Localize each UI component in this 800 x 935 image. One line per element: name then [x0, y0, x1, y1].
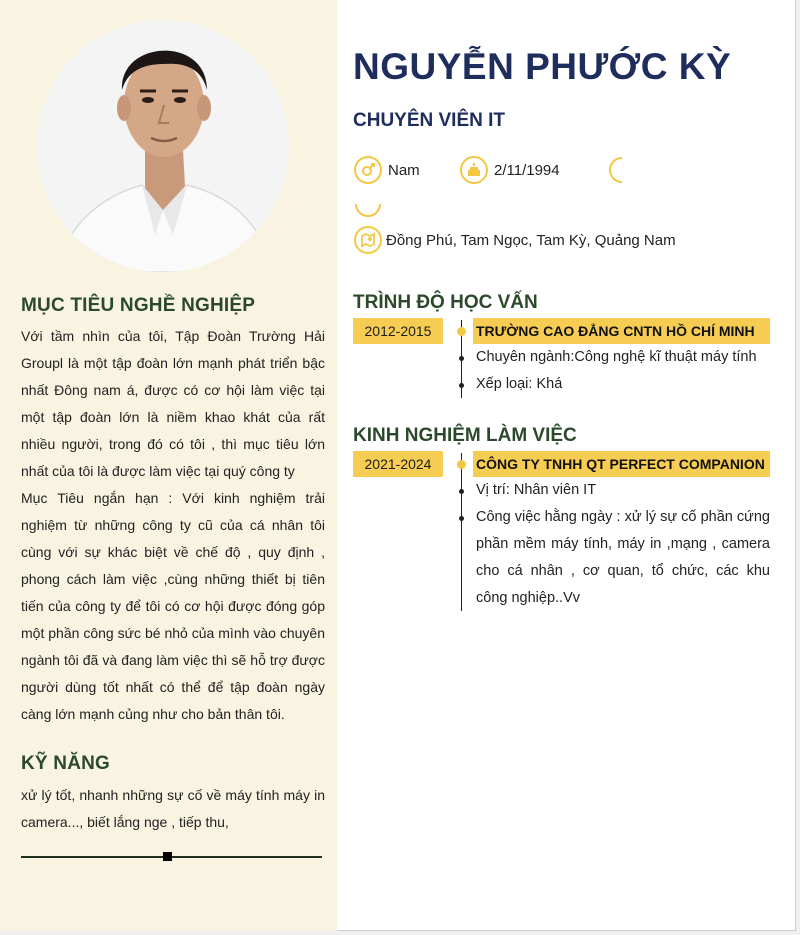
- experience-duties: Công việc hằng ngày : xử lý sự cố phần cứng phần mềm máy tính, máy in ,mạng , camera cho cá nhân , cơ quan, tổ chức, các khu công nghiệp..Vv: [476, 509, 770, 606]
- objective-text: [21, 323, 325, 728]
- education-heading: TRÌNH ĐỘ HỌC VẤN: [353, 292, 538, 313]
- job-title: CHUYÊN VIÊN IT: [353, 110, 506, 131]
- gender-item: [354, 156, 420, 184]
- skills-text: xử lý tốt, nhanh những sự cố về máy tính máy in camera..., biết lắng nge , tiếp thu,: [21, 787, 325, 830]
- profile-photo: [37, 20, 289, 272]
- skills-heading: KỸ NĂNG: [21, 753, 111, 774]
- bullet-dot: [459, 383, 464, 388]
- map-icon: [354, 226, 382, 254]
- birthdate-value: 2/11/1994: [494, 161, 560, 179]
- experience-position: Vị trí: Nhân viên IT: [476, 482, 597, 498]
- address-value: Đồng Phú, Tam Ngọc, Tam Kỳ, Quảng Nam: [386, 231, 676, 249]
- email-icon: [354, 190, 382, 218]
- objective-short-term-paragraph: Mục Tiêu ngắn hạn : Với kinh nghiệm trải nghiệm từ những công ty cũ của cá nhân tôi cùng với sự khác biệt về chế độ , quy định , phong cách làm việc ,cùng những thiết bị tiên tiến của công ty để tôi có cơ hội được đóng góp một phần công sức bé nhỏ của mình vào chuyên ngành tôi đã và đang làm việc thì sẽ hỗ trợ được người dùng tốt nhất có thể để tập đoàn ngày càng lớn mạnh củng như cho bản thân tôi.: [21, 490, 325, 722]
- company-name: CÔNG TY TNHH QT PERFECT COMPANION: [473, 451, 770, 477]
- objective-paragraph: Với tầm nhìn của tôi, Tập Đoàn Trường Hải Groupl là một tập đoàn lớn mạnh phát triển bậc nhất Đông nam á, được có cơ hội làm việc tại một tập đoàn lớn là niềm khao khát của rất nhiều người, trong đó có tôi , thì mục tiêu lớn nhất của tôi là được làm việc tại quý công ty: [21, 328, 325, 479]
- experience-heading: KINH NGHIỆM LÀM VIỆC: [353, 425, 577, 446]
- education-grade: Xếp loại: Khá: [476, 376, 563, 392]
- address-item: [354, 226, 676, 254]
- birthday-cake-icon: [460, 156, 488, 184]
- phone-icon: [608, 156, 636, 184]
- experience-timeline: [461, 453, 462, 611]
- education-major: Chuyên ngành:Công nghệ kĩ thuật máy tính: [476, 349, 757, 365]
- gender-icon: [354, 156, 382, 184]
- gender-value: Nam: [388, 161, 420, 179]
- timeline-marker: [457, 327, 466, 336]
- rating-slider-handle[interactable]: [163, 852, 172, 861]
- school-name: TRƯỜNG CAO ĐẲNG CNTN HỒ CHÍ MINH: [473, 318, 770, 344]
- bullet-dot: [459, 516, 464, 521]
- objective-heading: MỤC TIÊU NGHỀ NGHIỆP: [21, 295, 256, 316]
- bullet-dot: [459, 489, 464, 494]
- bullet-dot: [459, 356, 464, 361]
- birthdate-item: [460, 156, 560, 184]
- education-period: 2012-2015: [353, 318, 443, 344]
- sidebar: [0, 0, 337, 931]
- candidate-name: NGUYỄN PHƯỚC KỲ: [353, 46, 732, 87]
- timeline-marker: [457, 460, 466, 469]
- experience-period: 2021-2024: [353, 451, 443, 477]
